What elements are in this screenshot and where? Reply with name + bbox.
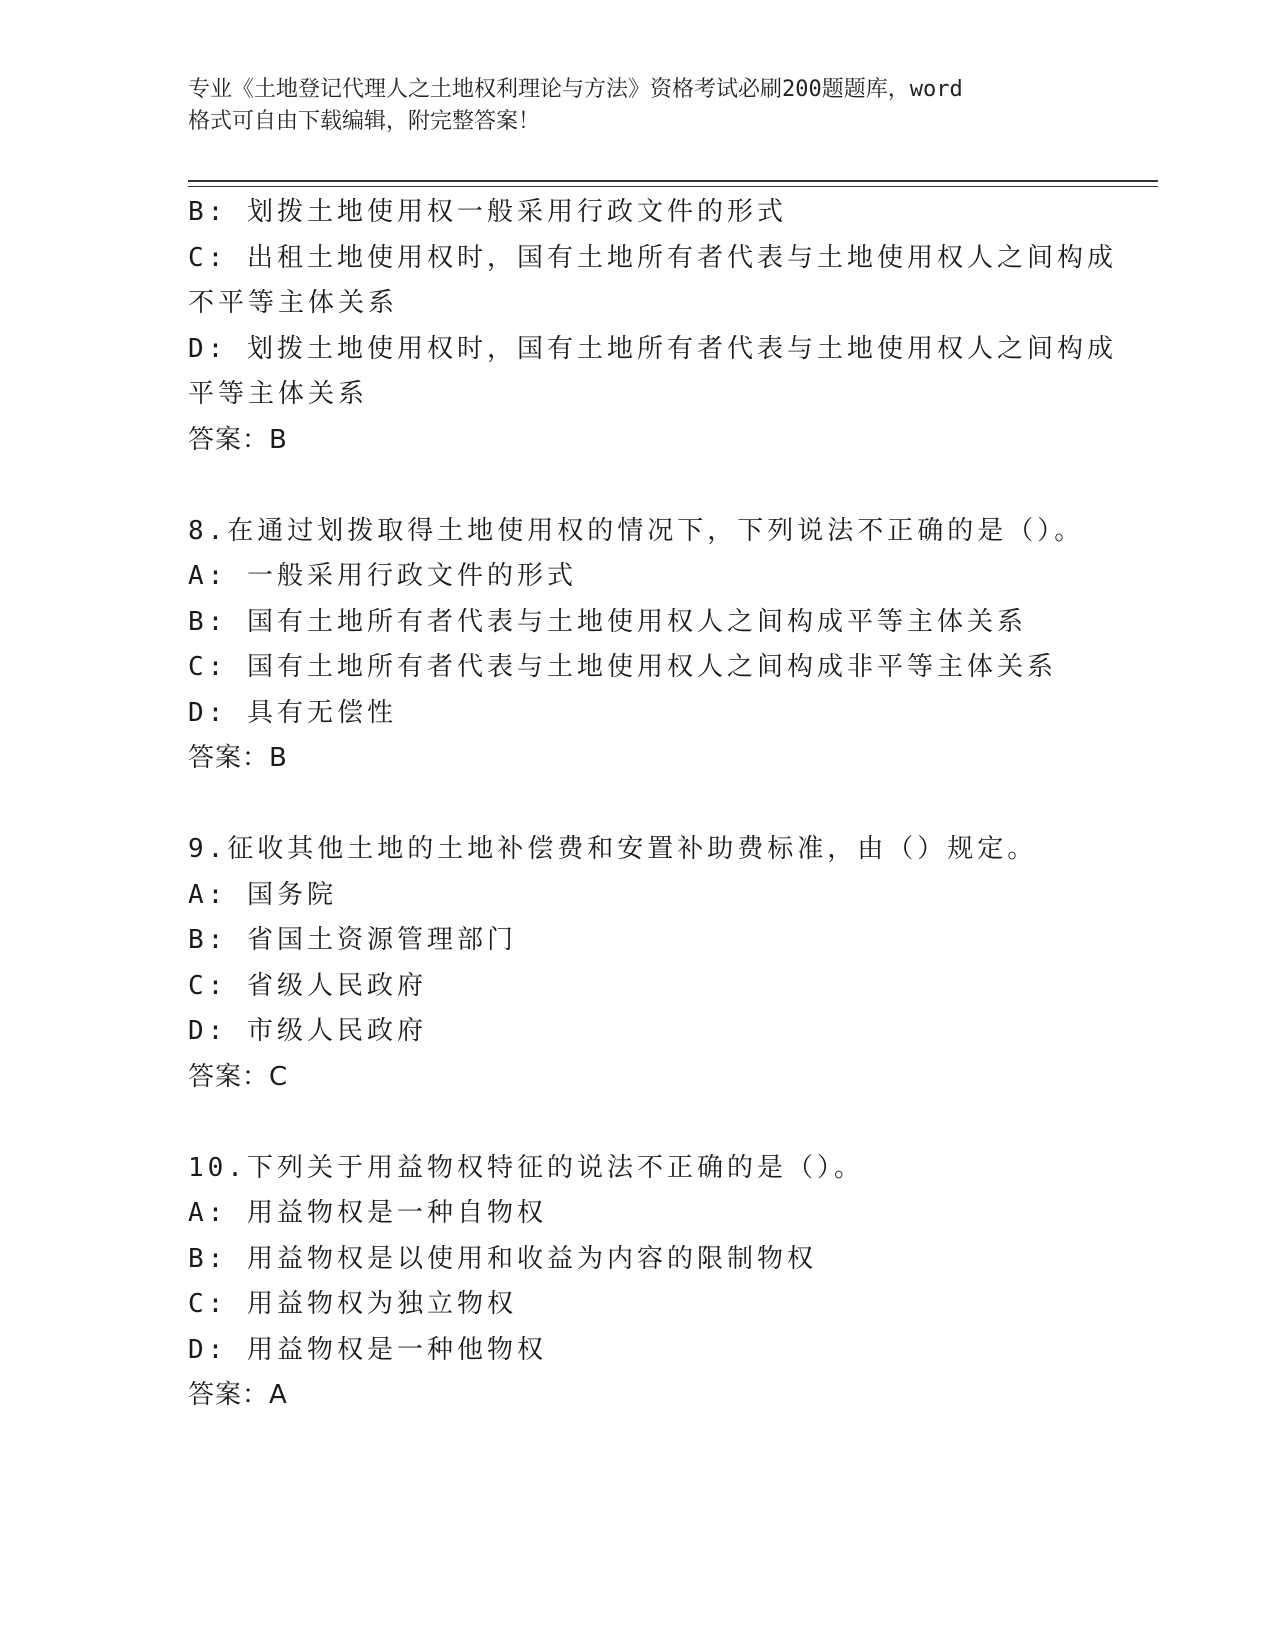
option-c: C: 出租土地使用权时，国有土地所有者代表与土地使用权人之间构成 — [188, 242, 1117, 273]
question-7-continued — [188, 190, 1117, 463]
option-d: D: 划拨土地使用权时，国有土地所有者代表与土地使用权人之间构成 — [188, 333, 1117, 364]
question-content — [188, 190, 1117, 1419]
answer-line: 答案：B — [188, 743, 288, 773]
header-line-1: 专业《土地登记代理人之土地权利理论与方法》资格考试必刷200题题库，word — [188, 77, 963, 102]
question-9 — [188, 827, 1088, 1100]
answer-line: 答案：B — [188, 424, 288, 455]
option-c: C: 国有土地所有者代表与土地使用权人之间构成非平等主体关系 — [188, 652, 1057, 682]
spacer — [188, 1100, 1088, 1146]
answer-line: 答案：C — [188, 1061, 289, 1092]
option-c: C: 省级人民政府 — [188, 970, 427, 1001]
spacer — [188, 782, 1088, 828]
option-d: D: 具有无偿性 — [188, 697, 397, 728]
option-c: C: 用益物权为独立物权 — [188, 1289, 517, 1319]
option-d: D: 用益物权是一种他物权 — [188, 1334, 547, 1365]
header-rule-thick — [188, 180, 1158, 182]
question-stem: 9.征收其他土地的土地补偿费和安置补助费标准，由（）规定。 — [188, 834, 1038, 864]
option-b: B: 划拨土地使用权一般采用行政文件的形式 — [188, 197, 787, 227]
answer-line: 答案：A — [188, 1380, 288, 1410]
option-b: B: 用益物权是以使用和收益为内容的限制物权 — [188, 1243, 817, 1274]
question-stem: 8.在通过划拨取得土地使用权的情况下，下列说法不正确的是（）。 — [188, 515, 1085, 546]
option-a: A: 一般采用行政文件的形式 — [188, 561, 577, 591]
header-rule-thin — [188, 186, 1158, 187]
option-c-continued: 不平等主体关系 — [188, 288, 399, 318]
document-header — [188, 74, 1088, 138]
question-8 — [188, 509, 1088, 782]
header-line-2: 格式可自由下载编辑，附完整答案！ — [188, 109, 541, 134]
option-a: A: 国务院 — [188, 879, 337, 910]
spacer — [188, 463, 1088, 509]
option-d: D: 市级人民政府 — [188, 1016, 427, 1046]
option-d-continued: 平等主体关系 — [188, 379, 369, 409]
question-stem: 10.下列关于用益物权特征的说法不正确的是（）。 — [188, 1152, 864, 1183]
option-a: A: 用益物权是一种自物权 — [188, 1198, 547, 1228]
option-b: B: 国有土地所有者代表与土地使用权人之间构成平等主体关系 — [188, 606, 1027, 637]
option-b: B: 省国土资源管理部门 — [188, 925, 517, 955]
question-10 — [188, 1146, 1088, 1419]
